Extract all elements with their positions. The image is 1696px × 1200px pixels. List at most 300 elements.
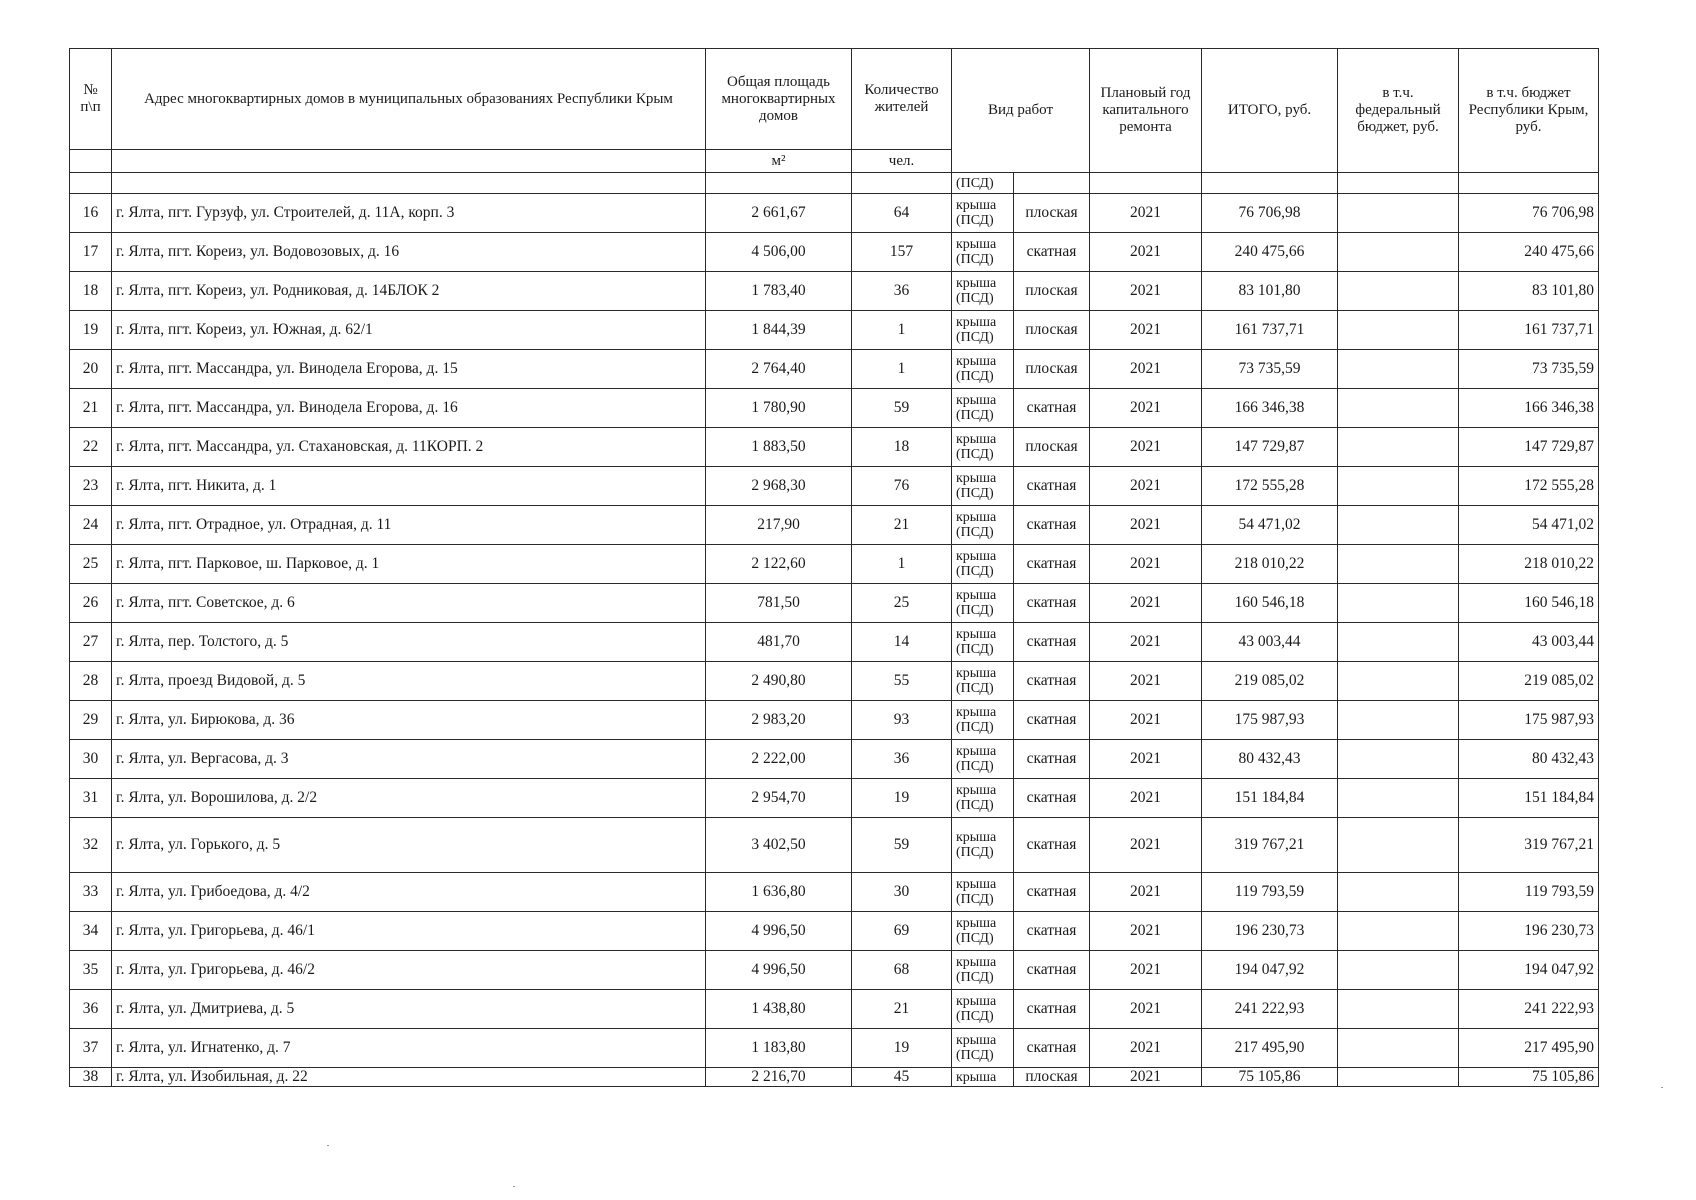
table-row [70,350,1599,389]
row-roof-type: плоская [1014,1068,1090,1087]
row-address: г. Ялта, пгт. Массандра, ул. Винодела Егорова, д. 15 [112,350,706,389]
table-row [70,272,1599,311]
work-psd-label: (ПСД) [956,720,994,735]
row-total: 219 085,02 [1202,662,1338,701]
row-work-type [952,951,1014,990]
row-total: 119 793,59 [1202,873,1338,912]
row-total: 147 729,87 [1202,428,1338,467]
row-residents: 30 [852,873,952,912]
table-row [70,584,1599,623]
work-psd-label: (ПСД) [956,681,994,696]
row-residents: 1 [852,545,952,584]
row-address: г. Ялта, ул. Дмитриева, д. 5 [112,990,706,1029]
row-year: 2021 [1090,311,1202,350]
table-row [70,1029,1599,1068]
row-area: 2 122,60 [706,545,852,584]
row-year: 2021 [1090,990,1202,1029]
work-psd-label: (ПСД) [956,447,994,462]
row-republic: 75 105,86 [1459,1068,1599,1087]
row-roof-type: плоская [1014,428,1090,467]
row-area: 4 996,50 [706,912,852,951]
row-residents: 55 [852,662,952,701]
row-republic: 175 987,93 [1459,701,1599,740]
row-area: 481,70 [706,623,852,662]
row-year: 2021 [1090,350,1202,389]
row-republic: 166 346,38 [1459,389,1599,428]
work-roof-label: крыша [956,471,997,486]
row-residents: 19 [852,1029,952,1068]
row-work-type [952,545,1014,584]
header-address: Адрес многоквартирных домов в муниципальных образованиях Республики Крым [112,49,706,150]
row-republic: 73 735,59 [1459,350,1599,389]
work-roof-label: крыша [956,955,997,970]
row-address: г. Ялта, пгт. Никита, д. 1 [112,467,706,506]
row-number: 31 [70,779,112,818]
row-address: г. Ялта, пгт. Кореиз, ул. Южная, д. 62/1 [112,311,706,350]
work-psd-label: (ПСД) [956,931,994,946]
row-area: 781,50 [706,584,852,623]
row-federal [1338,740,1459,779]
row-number: 32 [70,818,112,873]
row-federal [1338,545,1459,584]
row-address: г. Ялта, проезд Видовой, д. 5 [112,662,706,701]
work-psd-label: (ПСД) [956,525,994,540]
row-roof-type: скатная [1014,233,1090,272]
row-republic: 172 555,28 [1459,467,1599,506]
work-roof-label: крыша [956,510,997,525]
work-psd-label: (ПСД) [956,213,994,228]
row-address: г. Ялта, ул. Горького, д. 5 [112,818,706,873]
row-residents: 157 [852,233,952,272]
row-number: 34 [70,912,112,951]
work-roof-label: крыша [956,1069,997,1085]
table-row [70,389,1599,428]
work-roof-label: крыша [956,1033,997,1048]
row-address: г. Ялта, пгт. Парковое, ш. Парковое, д. 1 [112,545,706,584]
row-residents: 36 [852,740,952,779]
row-federal [1338,912,1459,951]
row-address: г. Ялта, пгт. Массандра, ул. Стахановская, д. 11КОРП. 2 [112,428,706,467]
row-work-type [952,506,1014,545]
row-number: 38 [70,1068,112,1087]
table-row [70,779,1599,818]
header-year: Плановый год капитального ремонта [1090,49,1202,173]
row-number: 20 [70,350,112,389]
row-address: г. Ялта, ул. Изобильная, д. 22 [112,1068,706,1087]
work-roof-label: крыша [956,198,997,213]
row-federal [1338,873,1459,912]
table-row [70,428,1599,467]
row-total: 161 737,71 [1202,311,1338,350]
work-psd-label: (ПСД) [956,759,994,774]
row-year: 2021 [1090,912,1202,951]
table-row [70,951,1599,990]
work-roof-label: крыша [956,705,997,720]
row-residents: 93 [852,701,952,740]
scan-speck [327,1145,329,1146]
row-republic: 54 471,02 [1459,506,1599,545]
row-address: г. Ялта, ул. Грибоедова, д. 4/2 [112,873,706,912]
table-row [70,506,1599,545]
row-year: 2021 [1090,272,1202,311]
row-number: 25 [70,545,112,584]
row-year: 2021 [1090,194,1202,233]
row-area: 2 764,40 [706,350,852,389]
row-republic: 218 010,22 [1459,545,1599,584]
row-year: 2021 [1090,740,1202,779]
row-roof-type: скатная [1014,701,1090,740]
row-area: 4 996,50 [706,951,852,990]
row-federal [1338,662,1459,701]
row-roof-type: скатная [1014,990,1090,1029]
row-republic: 151 184,84 [1459,779,1599,818]
row-area: 2 222,00 [706,740,852,779]
row-total: 80 432,43 [1202,740,1338,779]
row-roof-type: плоская [1014,272,1090,311]
row-federal [1338,233,1459,272]
row-year: 2021 [1090,506,1202,545]
row-year: 2021 [1090,623,1202,662]
row-roof-type: скатная [1014,740,1090,779]
work-roof-label: крыша [956,276,997,291]
row-federal [1338,194,1459,233]
row-roof-type: скатная [1014,584,1090,623]
row-number: 19 [70,311,112,350]
row-number: 23 [70,467,112,506]
work-psd-label: (ПСД) [956,564,994,579]
row-area: 2 661,67 [706,194,852,233]
work-psd-label: (ПСД) [956,642,994,657]
row-roof-type: скатная [1014,818,1090,873]
row-area: 2 983,20 [706,701,852,740]
row-address: г. Ялта, пгт. Советское, д. 6 [112,584,706,623]
row-address: г. Ялта, ул. Григорьева, д. 46/2 [112,951,706,990]
row-residents: 36 [852,272,952,311]
table-row [70,233,1599,272]
row-work-type [952,662,1014,701]
row-federal [1338,428,1459,467]
row-republic: 194 047,92 [1459,951,1599,990]
header-residents: Количество жителей [852,49,952,150]
row-number: 35 [70,951,112,990]
row-roof-type: скатная [1014,1029,1090,1068]
row-number: 33 [70,873,112,912]
row-total: 160 546,18 [1202,584,1338,623]
row-roof-type: плоская [1014,194,1090,233]
row-republic: 76 706,98 [1459,194,1599,233]
row-year: 2021 [1090,1029,1202,1068]
row-republic: 43 003,44 [1459,623,1599,662]
row-residents: 45 [852,1068,952,1087]
row-year: 2021 [1090,818,1202,873]
row-federal [1338,506,1459,545]
work-psd-label: (ПСД) [956,1048,994,1063]
row-residents: 1 [852,350,952,389]
row-address: г. Ялта, пгт. Отрадное, ул. Отрадная, д. 11 [112,506,706,545]
row-work-type [952,818,1014,873]
table-row [70,545,1599,584]
row-year: 2021 [1090,662,1202,701]
row-number: 17 [70,233,112,272]
row-residents: 21 [852,506,952,545]
row-work-type [952,779,1014,818]
row-federal [1338,1068,1459,1087]
row-roof-type: скатная [1014,662,1090,701]
work-roof-label: крыша [956,237,997,252]
row-republic: 161 737,71 [1459,311,1599,350]
row-republic: 319 767,21 [1459,818,1599,873]
row-residents: 18 [852,428,952,467]
row-republic: 241 222,93 [1459,990,1599,1029]
work-psd-label: (ПСД) [956,892,994,907]
row-work-type [952,467,1014,506]
header-republic: в т.ч. бюджет Республики Крым, руб. [1459,49,1599,173]
row-work-type [952,623,1014,662]
row-year: 2021 [1090,1068,1202,1087]
row-republic: 119 793,59 [1459,873,1599,912]
table-row [70,194,1599,233]
work-roof-label: крыша [956,354,997,369]
work-roof-label: крыша [956,666,997,681]
row-republic: 147 729,87 [1459,428,1599,467]
row-work-type [952,990,1014,1029]
work-psd-label: (ПСД) [956,603,994,618]
row-year: 2021 [1090,389,1202,428]
row-address: г. Ялта, пгт. Гурзуф, ул. Строителей, д. 11А, корп. 3 [112,194,706,233]
row-area: 1 183,80 [706,1029,852,1068]
row-year: 2021 [1090,584,1202,623]
row-total: 73 735,59 [1202,350,1338,389]
row-federal [1338,389,1459,428]
row-federal [1338,623,1459,662]
table-row [70,1068,1599,1087]
work-roof-label: крыша [956,783,997,798]
row-residents: 1 [852,311,952,350]
row-work-type [952,428,1014,467]
row-roof-type: скатная [1014,506,1090,545]
work-roof-label: крыша [956,830,997,845]
work-psd-label: (ПСД) [956,1009,994,1024]
row-year: 2021 [1090,701,1202,740]
row-republic: 83 101,80 [1459,272,1599,311]
work-roof-label: крыша [956,315,997,330]
row-work-type [952,350,1014,389]
row-republic: 240 475,66 [1459,233,1599,272]
row-residents: 59 [852,818,952,873]
row-federal [1338,584,1459,623]
row-residents: 25 [852,584,952,623]
row-federal [1338,818,1459,873]
row-number: 26 [70,584,112,623]
row-number: 28 [70,662,112,701]
scan-speck [513,1186,515,1187]
row-area: 3 402,50 [706,818,852,873]
row-roof-type: скатная [1014,873,1090,912]
row-work-type [952,194,1014,233]
row-number: 30 [70,740,112,779]
continuation-text: (ПСД) [952,173,1014,194]
row-address: г. Ялта, ул. Бирюкова, д. 36 [112,701,706,740]
row-year: 2021 [1090,873,1202,912]
header-address-unit [112,150,706,173]
row-roof-type: плоская [1014,350,1090,389]
row-federal [1338,951,1459,990]
header-num: № п\п [70,49,112,150]
row-area: 1 780,90 [706,389,852,428]
row-federal [1338,272,1459,311]
row-roof-type: скатная [1014,545,1090,584]
row-number: 22 [70,428,112,467]
row-total: 54 471,02 [1202,506,1338,545]
row-total: 196 230,73 [1202,912,1338,951]
table-row [70,818,1599,873]
table-row [70,311,1599,350]
row-federal [1338,467,1459,506]
work-roof-label: крыша [956,432,997,447]
row-roof-type: скатная [1014,389,1090,428]
row-year: 2021 [1090,951,1202,990]
row-residents: 69 [852,912,952,951]
row-roof-type: скатная [1014,623,1090,662]
row-year: 2021 [1090,779,1202,818]
work-psd-label: (ПСД) [956,252,994,267]
row-residents: 64 [852,194,952,233]
row-year: 2021 [1090,233,1202,272]
row-total: 166 346,38 [1202,389,1338,428]
header-area-unit: м² [706,150,852,173]
row-republic: 80 432,43 [1459,740,1599,779]
row-year: 2021 [1090,467,1202,506]
table-row [70,990,1599,1029]
work-roof-label: крыша [956,916,997,931]
row-federal [1338,701,1459,740]
table-row [70,912,1599,951]
row-work-type [952,233,1014,272]
table-row [70,662,1599,701]
row-address: г. Ялта, пгт. Кореиз, ул. Водовозовых, д. 16 [112,233,706,272]
row-address: г. Ялта, пгт. Кореиз, ул. Родниковая, д. 14БЛОК 2 [112,272,706,311]
row-address: г. Ялта, ул. Вергасова, д. 3 [112,740,706,779]
work-psd-label: (ПСД) [956,798,994,813]
table-row [70,873,1599,912]
row-total: 43 003,44 [1202,623,1338,662]
row-number: 37 [70,1029,112,1068]
row-address: г. Ялта, ул. Ворошилова, д. 2/2 [112,779,706,818]
row-republic: 196 230,73 [1459,912,1599,951]
work-roof-label: крыша [956,627,997,642]
header-residents-unit: чел. [852,150,952,173]
row-total: 319 767,21 [1202,818,1338,873]
work-psd-label: (ПСД) [956,970,994,985]
row-total: 172 555,28 [1202,467,1338,506]
row-work-type [952,272,1014,311]
row-year: 2021 [1090,428,1202,467]
header-work: Вид работ [952,49,1090,173]
row-total: 83 101,80 [1202,272,1338,311]
row-residents: 14 [852,623,952,662]
row-residents: 68 [852,951,952,990]
row-area: 2 216,70 [706,1068,852,1087]
row-roof-type: плоская [1014,311,1090,350]
row-roof-type: скатная [1014,779,1090,818]
row-work-type [952,1068,1014,1087]
row-area: 4 506,00 [706,233,852,272]
row-total: 151 184,84 [1202,779,1338,818]
header-federal: в т.ч. федеральный бюджет, руб. [1338,49,1459,173]
table-row [70,623,1599,662]
row-address: г. Ялта, пгт. Массандра, ул. Винодела Егорова, д. 16 [112,389,706,428]
repair-table [69,48,1599,1087]
work-psd-label: (ПСД) [956,330,994,345]
work-psd-label: (ПСД) [956,291,994,306]
header-num-unit [70,150,112,173]
row-total: 217 495,90 [1202,1029,1338,1068]
work-roof-label: крыша [956,393,997,408]
row-roof-type: скатная [1014,951,1090,990]
header-total: ИТОГО, руб. [1202,49,1338,173]
row-number: 24 [70,506,112,545]
row-roof-type: скатная [1014,912,1090,951]
continuation-row [70,173,1599,194]
row-year: 2021 [1090,545,1202,584]
row-number: 27 [70,623,112,662]
row-republic: 160 546,18 [1459,584,1599,623]
work-roof-label: крыша [956,588,997,603]
row-area: 1 883,50 [706,428,852,467]
row-federal [1338,350,1459,389]
row-work-type [952,912,1014,951]
row-residents: 21 [852,990,952,1029]
row-republic: 217 495,90 [1459,1029,1599,1068]
work-psd-label: (ПСД) [956,408,994,423]
row-area: 1 438,80 [706,990,852,1029]
row-total: 76 706,98 [1202,194,1338,233]
row-total: 75 105,86 [1202,1068,1338,1087]
row-residents: 76 [852,467,952,506]
row-residents: 59 [852,389,952,428]
row-total: 241 222,93 [1202,990,1338,1029]
row-federal [1338,1029,1459,1068]
row-number: 21 [70,389,112,428]
table-row [70,467,1599,506]
row-total: 218 010,22 [1202,545,1338,584]
header-area: Общая площадь многоквартирных домов [706,49,852,150]
row-residents: 19 [852,779,952,818]
row-area: 1 636,80 [706,873,852,912]
row-area: 2 490,80 [706,662,852,701]
row-number: 18 [70,272,112,311]
row-federal [1338,990,1459,1029]
work-roof-label: крыша [956,744,997,759]
row-work-type [952,701,1014,740]
row-address: г. Ялта, ул. Игнатенко, д. 7 [112,1029,706,1068]
work-psd-label: (ПСД) [956,369,994,384]
row-work-type [952,389,1014,428]
row-work-type [952,740,1014,779]
row-work-type [952,311,1014,350]
table-row [70,701,1599,740]
row-number: 36 [70,990,112,1029]
scan-speck [1661,1087,1663,1088]
work-psd-label: (ПСД) [956,486,994,501]
work-roof-label: крыша [956,877,997,892]
row-number: 16 [70,194,112,233]
row-work-type [952,584,1014,623]
row-work-type [952,873,1014,912]
row-number: 29 [70,701,112,740]
work-roof-label: крыша [956,994,997,1009]
work-roof-label: крыша [956,549,997,564]
